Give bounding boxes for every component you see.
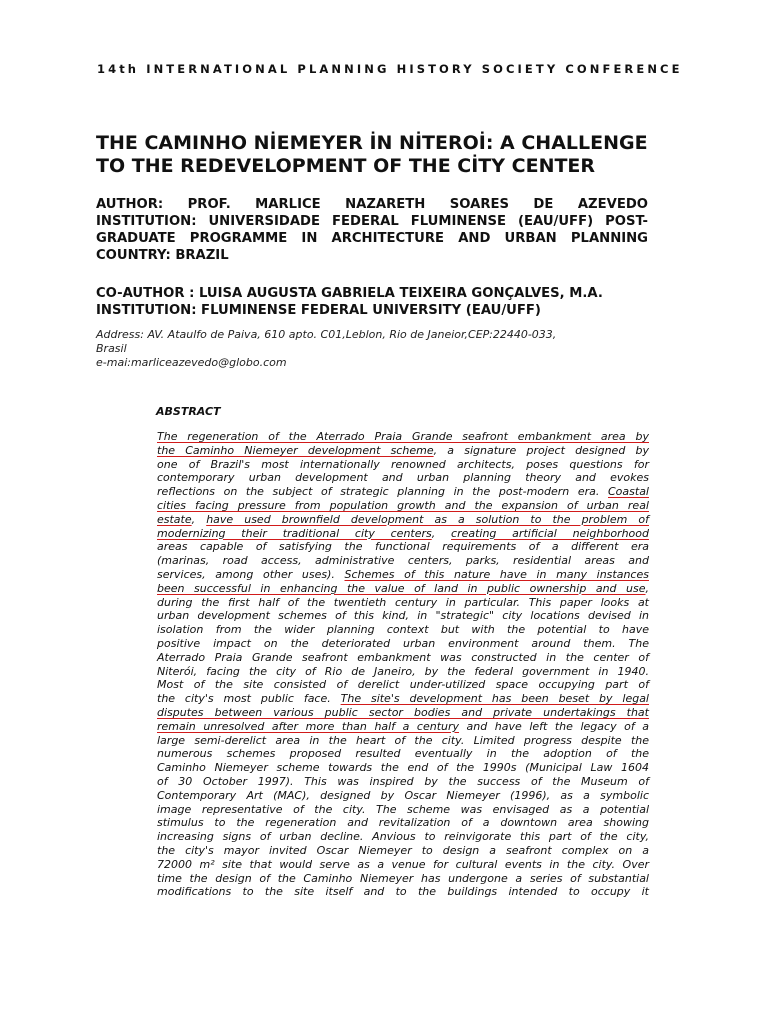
- conference-header: 14th INTERNATIONAL PLANNING HISTORY SOCIETY CONFERENCE: [97, 62, 683, 76]
- abstract-text: ,: [431, 526, 452, 540]
- abstract-line: [157, 678, 649, 692]
- email-line: e-mai:marliceazevedo@globo.com: [96, 356, 287, 369]
- abstract-text: ,: [645, 581, 649, 595]
- title-line-1: THE CAMINHO NİEMEYER İN NİTEROİ: A CHALLENGE: [96, 132, 648, 154]
- underlined-text: the Caminho Niemeyer development scheme: [157, 443, 434, 457]
- abstract-text: (marinas, road access, administrative centers, parks, residential areas and: [157, 554, 649, 568]
- abstract-line: [157, 596, 649, 610]
- abstract-line: [157, 858, 649, 872]
- abstract-line: [157, 582, 649, 596]
- abstract-text: contemporary urban development and urban planning theory and evokes: [157, 471, 649, 485]
- abstract-line: [157, 816, 649, 830]
- abstract-text: ,: [191, 512, 207, 526]
- abstract-line: [157, 761, 649, 775]
- underlined-text: The regeneration of the Aterrado Praia Grande seafront embankment area by: [157, 430, 649, 443]
- abstract-text: one of Brazil's most internationally renowned architects, poses questions for: [157, 457, 649, 471]
- abstract-line: [157, 844, 649, 858]
- abstract-text: isolation from the wider planning context but with the potential to have: [157, 623, 649, 637]
- underlined-text: have used brownfield development as a solution to the problem of: [206, 512, 649, 526]
- coauthor-block: [96, 285, 648, 319]
- abstract-heading: ABSTRACT: [156, 405, 221, 418]
- abstract-text: and have left the legacy of a: [459, 719, 649, 733]
- title-line-2: TO THE REDEVELOPMENT OF THE CİTY CENTER: [96, 155, 596, 177]
- abstract-line: [157, 637, 649, 651]
- institution-line: INSTITUTION: UNIVERSIDADE FEDERAL FLUMINENSE (EAU/UFF) POST-: [96, 214, 648, 229]
- abstract-text: Caminho Niemeyer scheme towards the end of the 1990s (Municipal Law 1604: [157, 761, 649, 775]
- abstract-text: Niterói, facing the city of Rio de Janeiro, by the federal government in 1940.: [157, 664, 649, 678]
- abstract-line: [157, 747, 649, 761]
- abstract-text: large semi-derelict area in the heart of the city. Limited progress despite the: [157, 733, 649, 747]
- abstract-text: the city's mayor invited Oscar Niemeyer to design a seafront complex on a: [157, 843, 649, 857]
- abstract-line: [157, 803, 649, 817]
- underlined-text: cities facing pressure from population growth and the expansion of urban real: [157, 498, 649, 512]
- paper-title: [96, 132, 656, 178]
- abstract-text: services, among other uses).: [157, 567, 345, 581]
- address-line: Address: AV. Ataulfo de Paiva, 610 apto. C01,Leblon, Rio de Janeior,CEP:22440-033,: [96, 328, 557, 341]
- abstract-line: [157, 540, 649, 554]
- author-line: AUTHOR: PROF. MARLICE NAZARETH SOARES DE AZEVEDO: [96, 197, 648, 212]
- abstract-line: [157, 830, 649, 844]
- abstract-line: [157, 444, 649, 458]
- contact-info: [96, 328, 626, 370]
- abstract-text: areas capable of satisfying the functional requirements of a different era: [157, 540, 649, 554]
- abstract-text: of 30 October 1997). This was inspired by the success of the Museum of: [157, 774, 649, 788]
- abstract-line: [157, 665, 649, 679]
- abstract-text: Aterrado Praia Grande seafront embankment was constructed in the center of: [157, 650, 649, 664]
- abstract-line: [157, 692, 649, 706]
- abstract-text: positive impact on the deteriorated urban environment around them. The: [157, 636, 649, 650]
- underlined-text: Schemes of this nature have in many instances: [344, 567, 649, 581]
- abstract-text: Most of the site consisted of derelict under-utilized space occupying part of: [157, 678, 649, 692]
- abstract-text: during the first half of the twentieth century in particular. This paper looks at: [157, 595, 649, 609]
- coauthor-institution-line: INSTITUTION: FLUMINENSE FEDERAL UNIVERSITY (EAU/UFF): [96, 303, 541, 318]
- abstract-line: [157, 499, 649, 513]
- abstract-line: [157, 885, 649, 899]
- abstract-line: [157, 720, 649, 734]
- abstract-line: [157, 734, 649, 748]
- underlined-text: been successful in enhancing the value of land in public ownership and use: [157, 581, 646, 595]
- abstract-line: [157, 775, 649, 789]
- coauthor-line: CO-AUTHOR : LUISA AUGUSTA GABRIELA TEIXEIRA GONÇALVES, M.A.: [96, 286, 603, 301]
- underlined-text: Coastal: [608, 485, 649, 499]
- abstract-text: modifications to the site itself and to the buildings intended to occupy it: [157, 885, 649, 899]
- abstract-line: [157, 706, 649, 720]
- abstract-text: 72000 m² site that would serve as a venue for cultural events in the city. Over: [157, 857, 649, 871]
- abstract-line: [157, 513, 649, 527]
- abstract-line: [157, 623, 649, 637]
- abstract-text: numerous schemes proposed resulted eventually in the adoption of the: [157, 747, 649, 761]
- abstract-text: increasing signs of urban decline. Anvious to reinvigorate this part of the city,: [157, 830, 649, 844]
- abstract-body: [157, 430, 649, 899]
- author-block: [96, 196, 648, 264]
- abstract-line: [157, 471, 649, 485]
- abstract-line: [157, 430, 649, 444]
- underlined-text: remain unresolved after more than half a century: [157, 719, 460, 733]
- abstract-line: [157, 872, 649, 886]
- abstract-line: [157, 789, 649, 803]
- abstract-text: image representative of the city. The scheme was envisaged as a potential: [157, 802, 649, 816]
- abstract-line: [157, 609, 649, 623]
- abstract-text: the city's most public face.: [157, 692, 341, 706]
- institution-line-cont: GRADUATE PROGRAMME IN ARCHITECTURE AND URBAN PLANNING: [96, 231, 648, 246]
- abstract-text: reflections on the subject of strategic planning in the post-modern era.: [157, 485, 608, 499]
- underlined-text: modernizing their traditional city centers: [157, 526, 432, 540]
- abstract-line: [157, 568, 649, 582]
- underlined-text: estate: [157, 512, 192, 526]
- abstract-text: urban development schemes of this kind, in "strategic" city locations devised in: [157, 609, 649, 623]
- abstract-line: [157, 458, 649, 472]
- abstract-text: stimulus to the regeneration and revitalization of a downtown area showing: [157, 816, 649, 830]
- abstract-text: , a signature project designed by: [433, 443, 649, 457]
- underlined-text: disputes between various public sector bodies and private undertakings that: [157, 705, 649, 719]
- underlined-text: creating artificial neighborhood: [451, 526, 649, 540]
- country-line: COUNTRY: BRAZIL: [96, 248, 229, 263]
- underlined-text: The site's development has been beset by legal: [340, 692, 649, 706]
- abstract-text: time the design of the Caminho Niemeyer has undergone a series of substantial: [157, 871, 649, 885]
- abstract-line: [157, 527, 649, 541]
- abstract-text: Contemporary Art (MAC), designed by Oscar Niemeyer (1996), as a symbolic: [157, 788, 649, 802]
- abstract-line: [157, 485, 649, 499]
- address-country: Brasil: [96, 342, 127, 355]
- abstract-line: [157, 554, 649, 568]
- abstract-line: [157, 651, 649, 665]
